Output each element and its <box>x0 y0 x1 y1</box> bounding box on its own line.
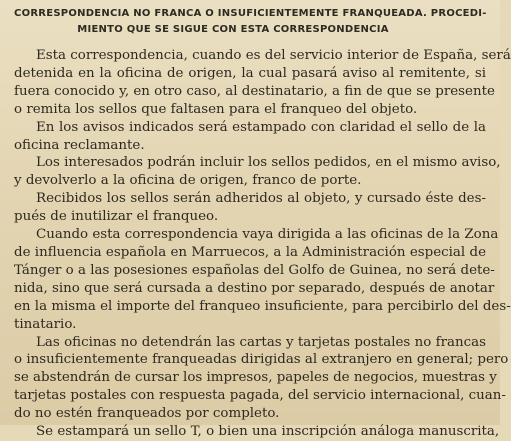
text-line: tinatario. <box>14 316 77 332</box>
text-line: tarjetas postales con respuesta pagada, del servicio internacional, cuan- <box>14 388 506 404</box>
text-line: de influencia española en Marruecos, a la Administración especial de <box>14 244 486 260</box>
paragraph <box>14 423 500 441</box>
text-line: se abstendrán de cursar los impresos, papeles de negocios, muestras y <box>14 370 497 386</box>
paragraph <box>14 334 509 424</box>
body-text <box>0 47 511 441</box>
text-line: o insuficientemente franqueadas dirigidas al extranjero en general; pero <box>14 352 509 368</box>
text-line: y devolverlo a la oficina de origen, franco de porte. <box>14 173 362 189</box>
text-line: Las oficinas no detendrán las cartas y tarjetas postales no francas <box>36 334 486 350</box>
heading-line: MIENTO QUE SE SIGUE CON ESTA CORRESPONDENCIA <box>77 24 389 35</box>
paragraph <box>14 154 501 190</box>
section-heading <box>0 0 500 38</box>
text-line: Se estampará un sello T, o bien una inscripción análoga manuscrita, <box>36 424 500 440</box>
text-line: En los avisos indicados será estampado con claridad el sello de la <box>36 119 486 135</box>
paragraph <box>14 190 486 226</box>
paragraph <box>14 47 511 119</box>
text-line: oficina reclamante. <box>14 137 145 153</box>
text-line: Cuando esta correspondencia vaya dirigida a las oficinas de la Zona <box>36 227 499 243</box>
text-line: Tánger o a las posesiones españolas del Golfo de Guinea, no será dete- <box>14 262 495 278</box>
text-line: o remita los sellos que faltasen para el franqueo del objeto. <box>14 101 418 117</box>
text-line: Recibidos los sellos serán adheridos al objeto, y cursado éste des- <box>36 191 486 207</box>
text-line: fuera conocido y, en otro caso, al destinatario, a fin de que se presente <box>14 83 495 99</box>
text-line: do no estén franqueados por completo. <box>14 406 280 422</box>
paragraph <box>14 119 486 155</box>
text-line: pués de inutilizar el franqueo. <box>14 209 219 225</box>
text-line: en la misma el importe del franqueo insuficiente, para percibirlo del des- <box>14 298 511 314</box>
text-line: detenida en la oficina de origen, la cual pasará aviso al remitente, si <box>14 65 486 81</box>
text-line: Esta correspondencia, cuando es del servicio interior de España, será <box>36 48 511 63</box>
text-line: nida, sino que será cursada a destino por separado, después de anotar <box>14 280 495 296</box>
paragraph <box>14 226 511 333</box>
text-line: Los interesados podrán incluir los sellos pedidos, en el mismo aviso, <box>36 155 501 171</box>
heading-line: CORRESPONDENCIA NO FRANCA O INSUFICIENTEMENTE FRANQUEADA. PROCEDI- <box>14 8 487 19</box>
